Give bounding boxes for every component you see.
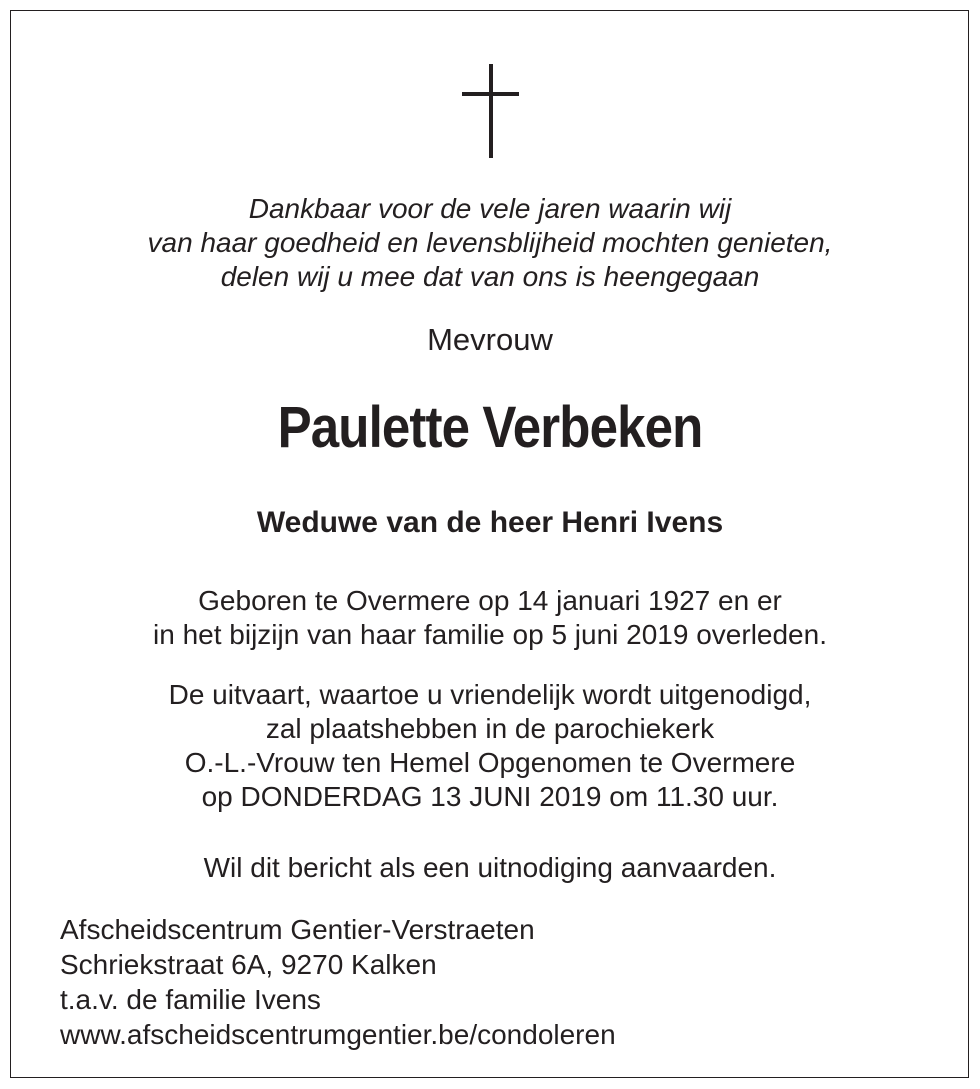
widow-of: Weduwe van de heer Henri Ivens bbox=[256, 506, 724, 539]
deceased-name: Paulette Verbeken bbox=[277, 395, 703, 460]
salutation: Mevrouw bbox=[427, 322, 553, 357]
birth-death-line: Geboren te Overmere op 14 januari 1927 en er bbox=[198, 585, 782, 616]
funeral-line: O.-L.-Vrouw ten Hemel Opgenomen te Overmere bbox=[184, 747, 796, 778]
funeral-line: De uitvaart, waartoe u vriendelijk wordt uitgenodigd, bbox=[168, 679, 812, 710]
intro-text bbox=[0, 192, 980, 294]
contact-attention: t.a.v. de familie Ivens bbox=[60, 984, 321, 1015]
condolence-url: www.afscheidscentrumgentier.be/condoleren bbox=[60, 1019, 616, 1050]
intro-line: Dankbaar voor de vele jaren waarin wij bbox=[248, 193, 732, 224]
cross-icon bbox=[462, 64, 519, 158]
contact-block bbox=[60, 912, 616, 1052]
funeral-text bbox=[0, 678, 980, 814]
invitation-text: Wil dit bericht als een uitnodiging aanvaarden. bbox=[203, 852, 777, 883]
funeral-home-name: Afscheidscentrum Gentier-Verstraeten bbox=[60, 914, 535, 945]
birth-death-text bbox=[0, 584, 980, 652]
funeral-line: zal plaatshebben in de parochiekerk bbox=[265, 713, 715, 744]
intro-line: van haar goedheid en levensblijheid mochten genieten, bbox=[147, 227, 833, 258]
birth-death-line: in het bijzijn van haar familie op 5 juni 2019 overleden. bbox=[153, 619, 827, 650]
intro-line: delen wij u mee dat van ons is heengegaan bbox=[220, 261, 760, 292]
funeral-line: op DONDERDAG 13 JUNI 2019 om 11.30 uur. bbox=[201, 781, 779, 812]
funeral-home-address: Schriekstraat 6A, 9270 Kalken bbox=[60, 949, 437, 980]
